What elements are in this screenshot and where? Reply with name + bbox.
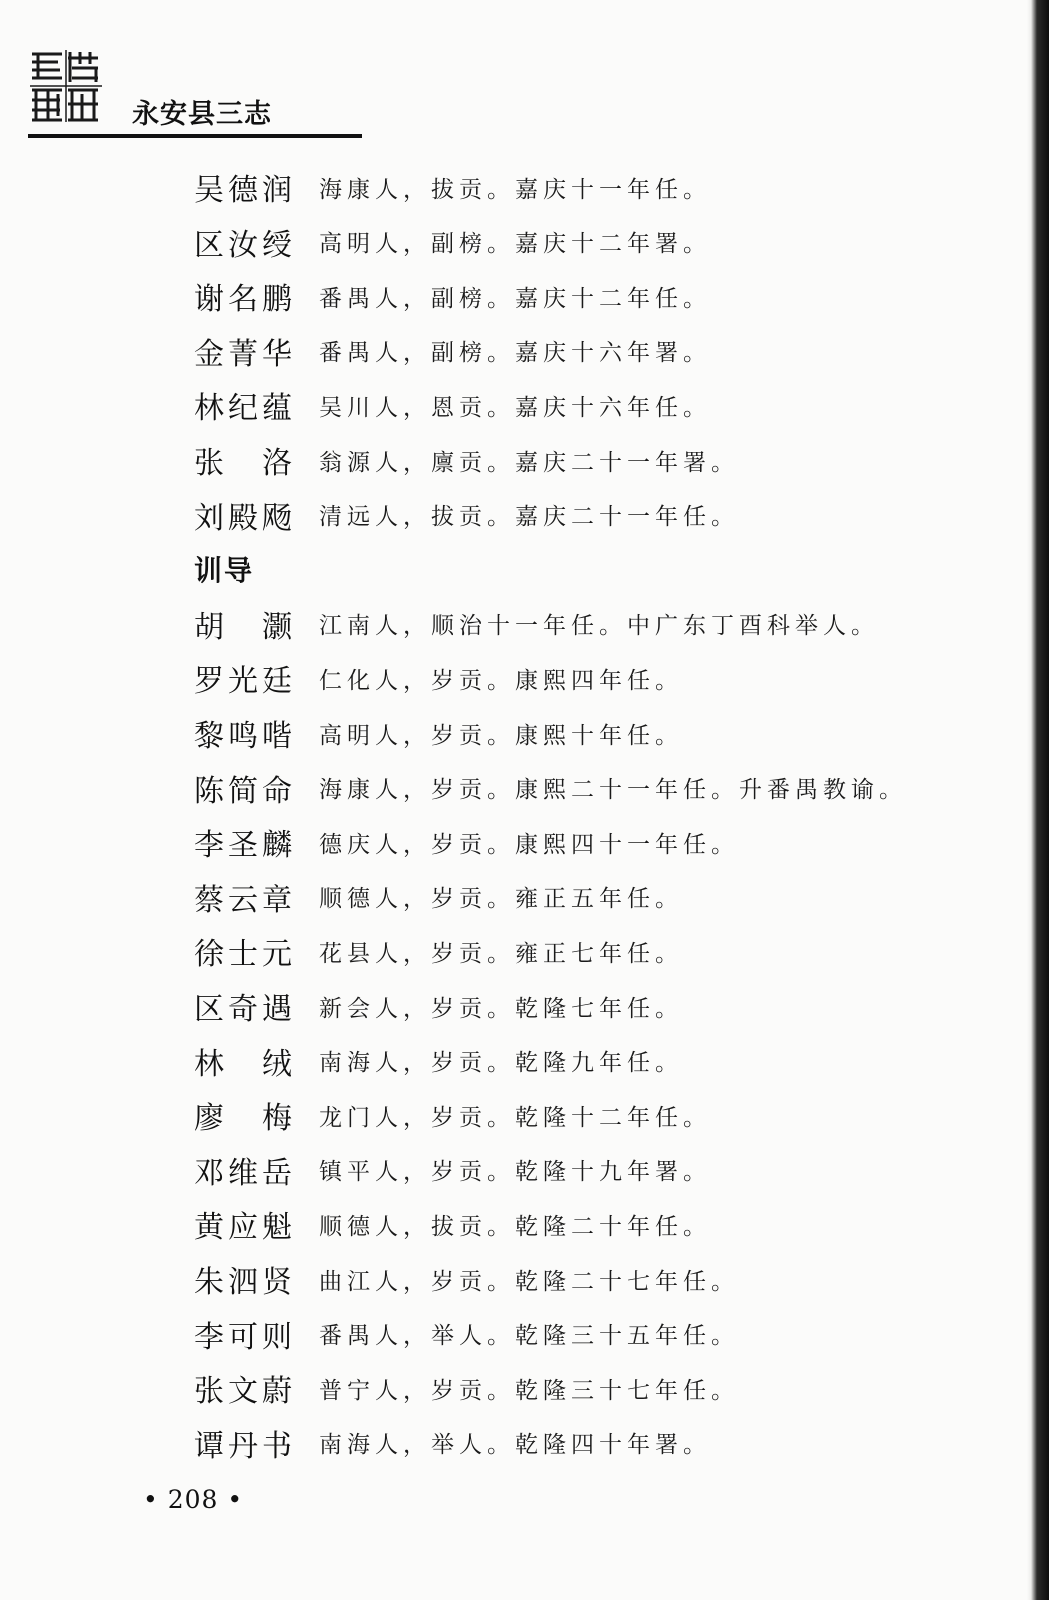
official-detail: 翁源人，廪贡。嘉庆二十一年署。 — [319, 449, 739, 476]
official-detail: 南海人，岁贡。乾隆九年任。 — [319, 1050, 683, 1077]
official-detail: 曲江人，岁贡。乾隆二十七年任。 — [319, 1268, 739, 1295]
entry-row — [194, 1363, 739, 1413]
official-detail: 顺德人，拔贡。乾隆二十年任。 — [319, 1213, 711, 1240]
official-name: 谢 名 鹏 — [194, 282, 292, 318]
official-detail: 清远人，拔贡。嘉庆二十一年任。 — [319, 504, 739, 531]
official-name: 李 圣 麟 — [194, 828, 292, 864]
official-detail: 普宁人，岁贡。乾隆三十七年任。 — [319, 1377, 739, 1404]
official-name: 罗 光 廷 — [194, 664, 292, 700]
official-detail: 镇平人，岁贡。乾隆十九年署。 — [319, 1159, 711, 1186]
entry-row — [194, 435, 739, 485]
official-name: 廖 梅 — [194, 1101, 292, 1137]
entry-row — [194, 271, 711, 321]
official-detail: 吴川人，恩贡。嘉庆十六年任。 — [319, 394, 711, 421]
official-name: 邓 维 岳 — [194, 1155, 292, 1191]
official-detail: 龙门人，岁贡。乾隆十二年任。 — [319, 1104, 711, 1131]
entry-row — [194, 926, 683, 976]
entry-row — [194, 763, 907, 813]
entry-row — [194, 872, 683, 922]
running-title: 永安县三志 — [132, 99, 272, 130]
entry-row — [194, 981, 683, 1031]
book-seal-logo — [28, 48, 104, 124]
entry-row — [194, 490, 739, 540]
official-detail: 番禺人，举人。乾隆三十五年任。 — [319, 1323, 739, 1350]
official-name: 胡 灏 — [194, 609, 292, 645]
official-name: 张 洛 — [194, 446, 292, 481]
official-detail: 江南人，顺治十一年任。中广东丁酉科举人。 — [319, 613, 879, 640]
entry-row — [194, 326, 711, 376]
official-name: 区 汝 绶 — [194, 227, 292, 263]
entry-row — [194, 653, 683, 703]
official-detail: 南海人，举人。乾隆四十年署。 — [319, 1432, 711, 1459]
entry-row — [194, 599, 879, 649]
official-name: 谭 丹 书 — [194, 1428, 292, 1464]
entry-row — [194, 817, 739, 867]
entry-row — [194, 380, 711, 430]
entry-row — [194, 162, 711, 212]
entry-row — [194, 1090, 711, 1140]
official-detail: 高明人，副榜。嘉庆十二年署。 — [319, 231, 711, 258]
entry-row — [194, 217, 711, 267]
official-detail: 番禺人，副榜。嘉庆十二年任。 — [319, 285, 711, 312]
entry-row — [194, 1036, 683, 1086]
entry-row — [194, 1418, 711, 1468]
official-name: 张 文 蔚 — [194, 1374, 292, 1410]
official-detail: 仁化人，岁贡。康熙四年任。 — [319, 667, 683, 694]
official-detail: 顺德人，岁贡。雍正五年任。 — [319, 886, 683, 913]
entry-row — [194, 1145, 711, 1195]
official-detail: 海康人，拔贡。嘉庆十一年任。 — [319, 176, 711, 203]
page-binding-edge — [1027, 0, 1049, 1600]
official-name: 黄 应 魁 — [194, 1210, 292, 1246]
official-detail: 新会人，岁贡。乾隆七年任。 — [319, 995, 683, 1022]
section-heading: 训导 — [194, 554, 255, 588]
page-number: • 208 • — [143, 1485, 244, 1514]
entry-row — [194, 1199, 711, 1249]
official-detail: 海康人，岁贡。康熙二十一年任。升番禺教谕。 — [319, 777, 907, 804]
entry-row — [194, 708, 683, 758]
official-name: 黎 鸣 喈 — [194, 719, 292, 754]
official-name: 吴 德 润 — [194, 173, 292, 208]
official-name: 金 菁 华 — [194, 336, 292, 372]
official-name: 区 奇 遇 — [194, 992, 292, 1027]
official-name: 林 绒 — [194, 1046, 292, 1082]
header-rule — [28, 134, 362, 138]
official-detail: 德庆人，岁贡。康熙四十一年任。 — [319, 831, 739, 858]
entry-row — [194, 1309, 739, 1359]
official-name: 陈 简 命 — [194, 773, 292, 809]
entry-row — [194, 1254, 739, 1304]
official-detail: 花县人，岁贡。雍正七年任。 — [319, 940, 683, 967]
official-name: 蔡 云 章 — [194, 882, 292, 918]
official-detail: 高明人，岁贡。康熙十年任。 — [319, 722, 683, 749]
official-name: 李 可 则 — [194, 1319, 292, 1355]
official-detail: 番禺人，副榜。嘉庆十六年署。 — [319, 340, 711, 367]
official-name: 徐 士 元 — [194, 937, 292, 973]
official-name: 刘 殿 飏 — [194, 500, 292, 536]
official-name: 林 纪 蕴 — [194, 391, 292, 427]
official-name: 朱 泗 贤 — [194, 1265, 292, 1300]
